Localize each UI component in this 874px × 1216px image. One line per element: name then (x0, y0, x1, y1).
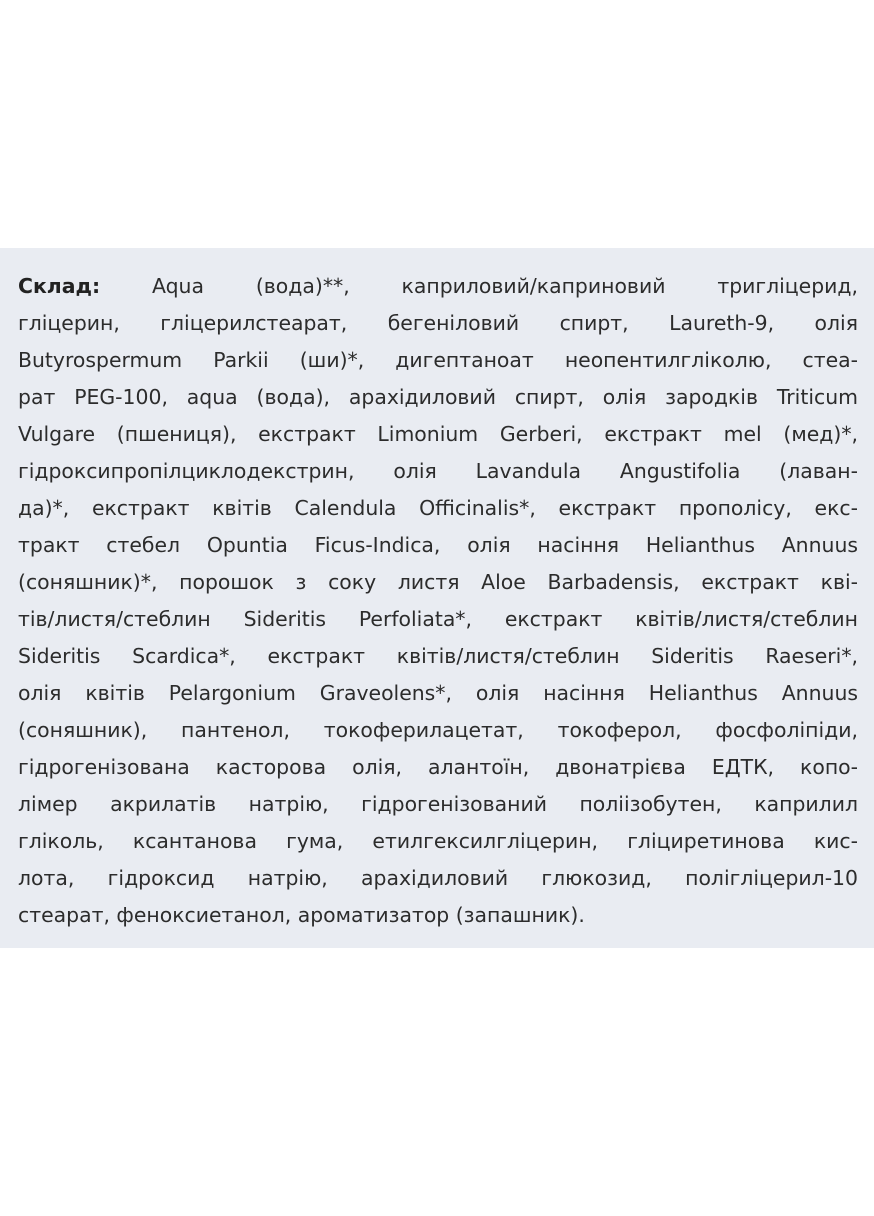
ingredients-line: тів/листя/стеблин Sideritis Perfoliata*, екстракт квітів/листя/стеблин (18, 607, 858, 631)
ingredients-line: лота, гідроксид натрію, арахідиловий глюкозид, полігліцерил-10 (18, 866, 858, 890)
ingredients-line: Sideritis Scardica*, екстракт квітів/листя/стеблин Sideritis Raeseri*, (18, 644, 858, 668)
ingredients-text (18, 268, 858, 934)
ingredients-line: гліцерин, гліцерилстеарат, бегеніловий спирт, Laureth-9, олія (18, 311, 858, 335)
ingredients-line: (соняшник)*, порошок з соку листя Aloe Barbadensis, екстракт кві- (18, 570, 858, 594)
ingredients-line: (соняшник), пантенол, токоферилацетат, токоферол, фосфоліпіди, (18, 718, 858, 742)
composition-heading: Склад: (18, 274, 101, 298)
ingredients-line: да)*, екстракт квітів Calendula Officinalis*, екстракт прополісу, екс- (18, 496, 858, 520)
ingredients-line: олія квітів Pelargonium Graveolens*, олія насіння Helianthus Annuus (18, 681, 858, 705)
ingredients-line: Склад: Aqua (вода)**, каприловий/каприновий тригліцерид, (18, 274, 859, 298)
ingredients-line: тракт стебел Opuntia Ficus-Indica, олія насіння Helianthus Annuus (18, 533, 858, 557)
ingredients-line: гідрогенізована касторова олія, алантоїн, двонатрієва ЕДТК, копо- (18, 755, 858, 779)
ingredients-line: рат PEG-100, aqua (вода), арахідиловий спирт, олія зародків Triticum (18, 385, 858, 409)
ingredients-line: гідроксипропілциклодекстрин, олія Lavandula Angustifolia (лаван- (18, 459, 858, 483)
ingredients-line: Vulgare (пшениця), екстракт Limonium Gerberi, екстракт mel (мед)*, (18, 422, 858, 446)
ingredients-line: Butyrospermum Parkii (ши)*, дигептаноат неопентилгліколю, стеа- (18, 348, 858, 372)
ingredients-line: гліколь, ксантанова гума, етилгексилгліцерин, гліциретинова кис- (18, 829, 858, 853)
ingredients-line: стеарат, феноксиетанол, ароматизатор (запашник). (18, 903, 585, 927)
ingredients-line: лімер акрилатів натрію, гідрогенізований поліізобутен, каприлил (18, 792, 858, 816)
